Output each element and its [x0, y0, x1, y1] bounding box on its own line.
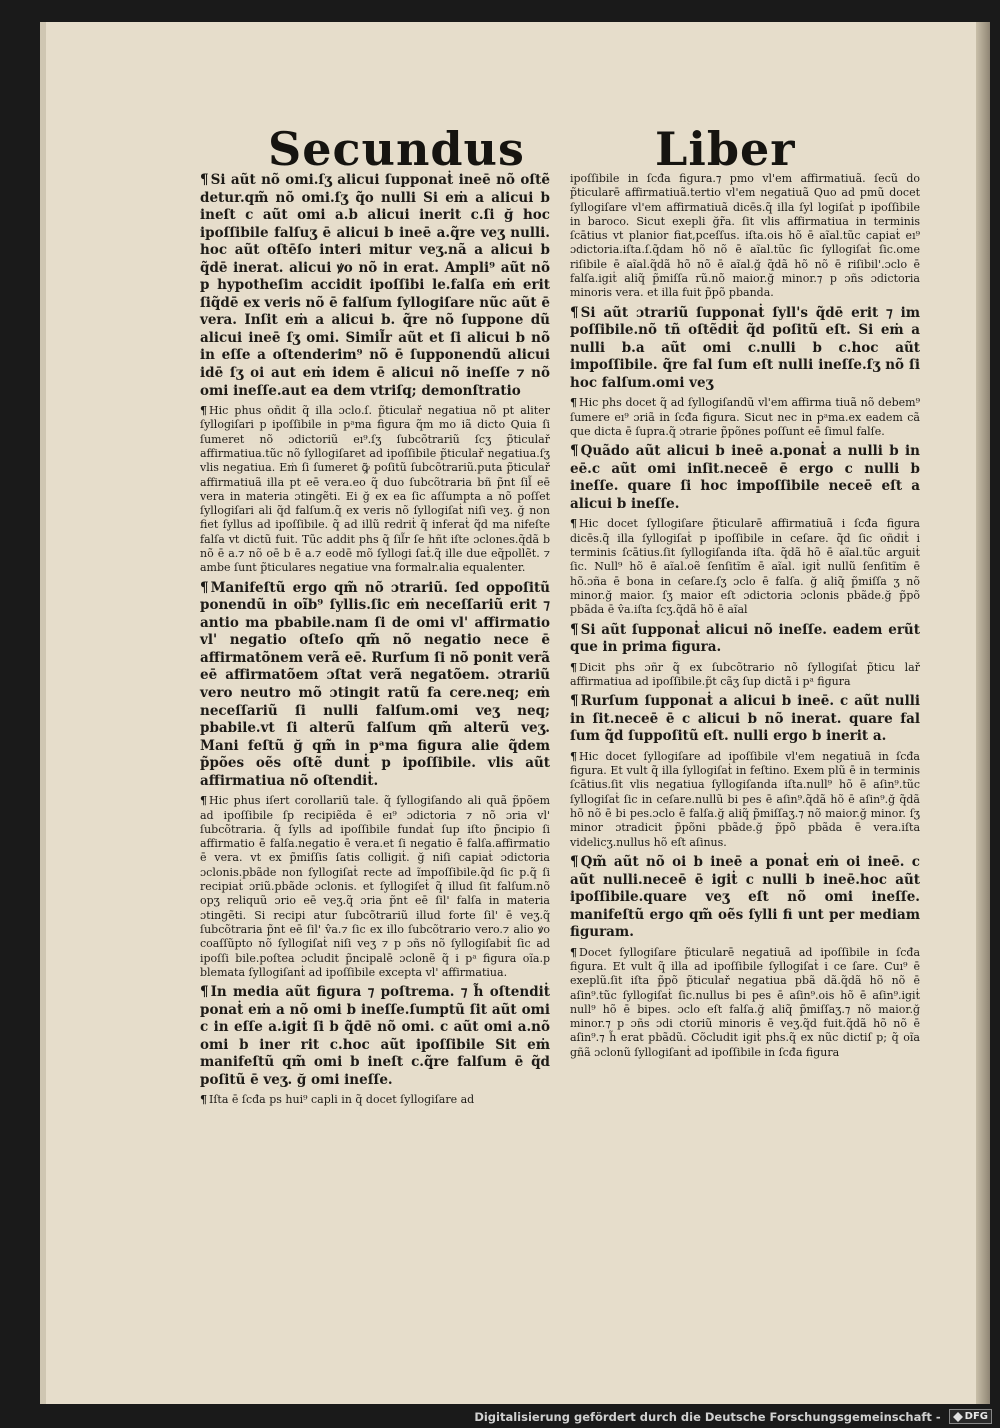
pilcrow-mark: ¶ [570, 945, 577, 959]
paragraph-text: Si aũt nõ omi.ſʒ alicui ſupponaṫ ineē nõ oſtẽ detur.qm̃ nõ omi.ſʒ q̃o nulli Si eṁ a alicui b ineſt c aũt omi a.b alicui inerit c.ſi ğ hoc ipoſſibile falſuʒ ē alicui b ineē a.q̃re veʒ nulli. hoc aũt oſtēſo interi mitur veʒ.nã a alicui b q̃dē inerat. alicui ꝟo nõ in erat. Ampli⁹ aũt nõ p hypotheſim accidit ipoſſibi le.falſa eṁ erit ſiq̃dē ex veris nõ ē falſum ſyllogiſare nũc aũt ē vera. Inſit eṁ a alicui b. q̃re nõ ſuppone dũ alicui ineē ſʒ omi. Simil̃r aũt et ſi alicui b nõ in eſſe a oſtenderim⁹ nõ ē ſupponendũ alicui idē ſʒ oi aut eṁ idem ē alicui nõ ineſſe ⁊ nõ omi ineſſe.aut ea dem vtriſq; demonſtratio [200, 172, 550, 399]
text-column-left [200, 172, 550, 1112]
paragraph [570, 517, 920, 617]
paragraph-text: Hic phs docet q̃ ad ſyllogiſandũ vl'em affirma tiuã nõ debem⁹ ſumere eı⁹ ɔriã in ſcđa figura. Sicut nec in pᵃma.ex eadem cã que dicta ē ſupra.q̃ ɔtrarie p̃põnes poſſunt eē ſimul falſe. [570, 396, 920, 438]
footer-credit: Digitalisierung gefördert durch die Deutsche Forschungsgemeinschaft - [474, 1409, 941, 1424]
pilcrow-mark: ¶ [200, 579, 209, 596]
paragraph [570, 946, 920, 1060]
pilcrow-mark: ¶ [570, 853, 579, 870]
paragraph-text: Docet ſyllogiſare p̃ticularē negatiuã ad ipoſſibile in ſcđa figura. Et vult q̃ illa ad ipoſſibile ſyllogiſaṫ i ce ſare. Cuı⁹ ē exeplũ.ſit iſta p̃põ p̃ticulař negatiua pbã dã.q̃dã hõ nõ ē aſin⁹.tũc ſyllogiſaṫ ſic.nullus bi pes ē aſin⁹.ois hõ ē aſin⁹.igiṫ null⁹ hõ ē bipes. ɔclo eſt falſa.ğ aliq̃ p̃miſſaʒ.⁊ nõ maior.ğ minor.⁊ p ɔñs ɔdi ctoriũ minoris ē veʒ.q̃d fuit.q̃dã hõ nõ ē aſin⁹.⁊ h̃ erat pbãdũ. Cõcludit igiṫ phs.q̃ ex nũc dictiſ p; q̃ oĩa gñã ɔclonũ ſyllogiſanṫ ad ipoſſibile in ſcđa figura [570, 945, 920, 1059]
paragraph-text: Si aũt ſupponaṫ alicui nõ ineſſe. eadem erũt que in prima figura. [570, 621, 920, 656]
dfg-logo-icon [953, 1412, 963, 1422]
paragraph-text: Manifeſtũ ergo qm̃ nõ ɔtrariũ. ſed oppoſitũ ponendũ in oĩb⁹ ſyllis.ſic eṁ neceſſariũ erit ⁊ antio ma pbabile.nam ſi de omi vl' affirmatio vl' negatio oſteſo qm̃ nõ negatio nece ē affirmatõnem verã eē. Rurſum ſi nõ ponit verã eē affirmatõem ɔſtat verã negatõem. ɔtrariũ vero neutro mõ ɔtingit ratũ fa cere.neq; eṁ neceſſariũ ſi nulli falſum.omi veʒ neq; pbabile.vt ſi alterũ falſum qm̃ alterũ veʒ. Mani feſtũ ğ qm̃ in pᵃma figura alie q̃dem p̃pões oẽs oſtẽ dunṫ p ipoſſibile. vlis aũt affirmatiua nõ oſtendiṫ. [200, 579, 550, 789]
paragraph-text: Hic phus iſert corollariũ tale. q̃ ſyllogiſando ali quã p̃põem ad ipoſſibile ſp recipiẽda ē eı⁹ ɔdictoria ⁊ nõ ɔria vl' ſubcõtraria. q̃ ſylls ad ipoſſibile fundaṫ ſup iſto p̃ncipio ſi affirmatio ē falſa.negatio ē vera.et ſi negatio ē falſa.affirmatio ē vera. vt ex p̃miſſis ſatis colligiṫ. ğ niſi capiaṫ ɔdictoria ɔclonis.pbãde non ſyllogiſaṫ recte ad ĩmpoſſibile.q̃d ſic p.q̃ ſi recipiaṫ ɔriũ.pbãde ɔclonis. et ſyllogiſeṫ q̃ illud ſit falſum.nõ opʒ reliquũ ɔrio eē veʒ.q̃ ɔria p̃nt eē ſil' falſa in materia ɔtingẽti. Si recipi atur ſubcõtrariũ illud forte ſil' ē veʒ.q̃ ſubcõtraria p̃nt eē ſil' v̂a.⁊ ſic ex illo ſubcõtrario vero.⁊ alio ꝟo coaſſũpto nõ ſyllogiſaṫ niſi veʒ ⁊ p ɔñs nõ ſyllogiſabiṫ ſic ad ipoſſi bile.poſtea ɔcludit p̃ncipalē ɔclonẽ q̃ i pᵃ figura oĩa.p blemata ſyllogiſanṫ ad ipoſſibile excepta vl' affirmatiua. [200, 794, 550, 979]
paragraph [570, 172, 920, 301]
pilcrow-mark: ¶ [570, 443, 579, 460]
paragraph [570, 396, 920, 439]
book-page [40, 22, 990, 1404]
paragraph-text: ipoſſibile in ſcđa figura.⁊ pmo vl'em affirmatiuã. ſecũ do p̃ticularē affirmatiuã.tertio vl'em negatiuã Quo ad pmũ docet ſyllogiſare vl'em affirmatiuã dicēs.q̃ illa ſyl logiſaṫ p ipoſſibile in baroco. Sicut exepli ğr̃a. ſit vlis affirmatiua in terminis ſcātius vt planior fiat,pceſſus. iſta.ois hõ ē aĩal.tũc capiaṫ eı⁹ ɔdictoria.iſta.ſ.q̃dam hõ nõ ē aĩal.tũc ſic ſyllogiſaṫ ſic.ome riſibile ē aĩal.q̃dã hõ nõ ē aĩal.ğ q̃dã hõ nõ ē riſibil'.ɔclo ē falſa.igiṫ aliq̃ p̃miſſa rũ.nõ maior.ğ minor.⁊ p ɔñs ɔdictoria minoris vera. et illa fuit p̃põ pbanda. [570, 172, 920, 300]
pilcrow-mark: ¶ [570, 304, 579, 321]
paragraph [570, 693, 920, 746]
paragraph [570, 443, 920, 513]
paragraph-text: Rurſum ſupponaṫ a alicui b ineē. c aũt nulli in ſit.neceē ē c alicui b nõ inerat. quare fal ſum q̃d ſuppoſitũ eſt. nulli ergo b inerit a. [570, 693, 920, 745]
dfg-logo-text: DFG [964, 1411, 988, 1422]
pilcrow-mark: ¶ [200, 172, 209, 188]
paragraph [570, 661, 920, 690]
paragraph-text: Si aũt ɔtrariũ ſupponaṫ ſyll's q̃dē erit ⁊ im poſſibile.nõ tñ oſtẽdiṫ q̃d poſitũ eſt. Si eṁ a nulli b.a aũt omi c.nulli b c.hoc aũt impoſſibile. q̃re fal ſum eſt nulli ineſſe.ſʒ nõ ſi hoc falſum.omi veʒ [570, 304, 920, 391]
paragraph-text: Hic phus oñdit q̃ illa ɔclo.ſ. p̃ticulař negatiua nõ pt aliter ſyllogiſari p ipoſſibile in pᵃma figura q̃m mo iã dicto Quia ſi ſumeret nõ ɔdictoriũ eı⁹.ſʒ ſubcõtrariũ ſcʒ p̃ticulař affirmatiua.tũc nõ ſyllogiſaret ad ipoſſibile p̃ticulař negatiua.ſʒ vlis negatiua. Eṁ ſi ſumeret ꝙ̃ poſitũ ſubcõtrariũ.puta p̃ticulař affirmatiuã illa pt eē vera.eo q̃ duo ſubcõtraria bñ p̃nt ſil̃ eē vera in materia ɔtingẽti. Ei ğ ex ea ſic aſſumpta a nõ poſſet ſyllogiſari ali q̃d falſum.q̃ ex veris nõ ſyllogiſaṫ niſi veʒ. ğ non fiet ſyllus ad ipoſſibile. q̃ ad illũ redriṫ q̃ inferaṫ q̃d ma nifeſte falſa vt dictũ fuit. Tũc addit phs q̃ ſil̃r ſe hñt iſte ɔclones.q̃dã b nõ ē a.⁊ nõ oē b ē a.⁊ eodē mõ ſyllogi ſaṫ.q̃ ille due eq̃pollẽt. ⁊ ambe ſunt p̃ticulares negatiue vna formalr.alia equalenter. [200, 404, 550, 575]
paragraph [570, 622, 920, 657]
paragraph-text: Quãdo aũt alicui b ineē a.ponaṫ a nulli b in eē.c aũt omi inſit.neceē ē ergo c nulli b ineſſe. quare ſi hoc impoſſibile neceē eſt a alicui b ineſſe. [570, 443, 920, 512]
pilcrow-mark: ¶ [570, 621, 579, 638]
pilcrow-mark: ¶ [570, 396, 577, 410]
dfg-logo [949, 1409, 992, 1424]
paragraph [200, 984, 550, 1089]
pilcrow-mark: ¶ [200, 794, 207, 808]
page-gutter-shadow [976, 22, 990, 1404]
paragraph-text: Iſta ē ſcđa ps hui⁹ capli in q̃ docet ſyllogiſare ad [209, 1093, 475, 1107]
page-edge [40, 22, 46, 1404]
pilcrow-mark: ¶ [570, 517, 577, 531]
pilcrow-mark: ¶ [570, 660, 577, 674]
paragraph-text: Hic docet ſyllogiſare p̃ticularē affirmatiuã i ſcđa figura dicēs.q̃ illa ſyllogiſaṫ p ipoſſibile in ceſare. q̃d ſic oñdiṫ i terminis ſcātius.ſit ſyllogiſanda iſta. q̃dã hõ ē aĩal.tũc arguiṫ ſic. Null⁹ hõ ē aĩal.oẽ ſenſitĩm ē aĩal. igiṫ nullũ ſenſitĩm ē hõ.ɔña ē bona in ceſare.ſʒ ɔclo ē falſa. ğ aliq̃ p̃miſſa ʒ nõ minor.ğ maior. ſʒ maior eſt ɔdictoria ɔclonis pbãde.ğ p̃põ pbãda ē v̂a.iſta ſcʒ.q̃dã hõ ē aĩal [570, 517, 920, 617]
pilcrow-mark: ¶ [200, 984, 209, 1001]
pilcrow-mark: ¶ [570, 749, 577, 763]
paragraph-text: Dicit phs ɔñr q̃ ex ſubcõtrario nõ ſyllogiſaṫ p̃ticu lař affirmatiua ad ipoſſibile.p̃t cãʒ ſup dictã i pᵃ figura [570, 660, 920, 688]
paragraph-text: Qm̃ aũt nõ oi b ineē a ponaṫ eṁ oi ineē. c aũt nulli.neceē ē igiṫ c nulli b ineē.hoc aũt ipoſſibile.quare veʒ eſt nõ omi ineſſe. manifeſtũ ergo qm̃ oẽs ſylli fi unt per mediam figuram. [570, 853, 920, 941]
paragraph [200, 404, 550, 576]
paragraph [200, 580, 550, 791]
paragraph [200, 172, 550, 400]
paragraph [200, 1093, 550, 1107]
pilcrow-mark: ¶ [570, 693, 579, 710]
digitization-footer [474, 1409, 992, 1424]
paragraph [200, 794, 550, 980]
paragraph-text: Hic docet ſyllogiſare ad ipoſſibile vl'em negatiuã in ſcđa figura. Et vult q̃ illa ſyllogiſaṫ in feſtino. Exem plũ ē in terminis ſcātius.ſit vlis negatiua ſyllogiſanda iſta.null⁹ hõ ē aſin⁹.tũc ſyllogiſaṫ ſic in ceſare.nullũ bi pes ē aſin⁹.q̃dã hõ ē aſin⁹.ğ q̃dã hõ nõ ē bi pes.ɔclo ē falſa.ğ aliq̃ p̃miſſaʒ.⁊ nõ maior.ğ minor. ſʒ minor ɔtradicit p̃põni pbãde.ğ p̃põ pbãda ē vera.iſta videlicʒ.nullus hõ eſt aſinus. [570, 749, 920, 849]
paragraph [570, 305, 920, 393]
pilcrow-mark: ¶ [200, 404, 207, 418]
paragraph [570, 750, 920, 850]
paragraph [570, 854, 920, 942]
running-header-right: Liber [655, 122, 796, 176]
pilcrow-mark: ¶ [200, 1093, 207, 1107]
text-column-right [570, 172, 920, 1064]
running-header-left: Secundus [268, 122, 525, 176]
paragraph-text: In media aũt figura ⁊ poſtrema. ⁊ h̃ oſtendiṫ ponaṫ eṁ a nõ omi b ineſſe.ſumptũ ſit aũt omi c in eſſe a.igiṫ ſi b q̃dē nõ omi. c aũt omi a.nõ omi b iner rit c.hoc aũt ipoſſibile Sit eṁ manifeſtũ qm̃ omi b ineſt c.q̃re falſum ē q̃d poſitũ ē veʒ. ğ omi ineſſe. [200, 984, 550, 1088]
